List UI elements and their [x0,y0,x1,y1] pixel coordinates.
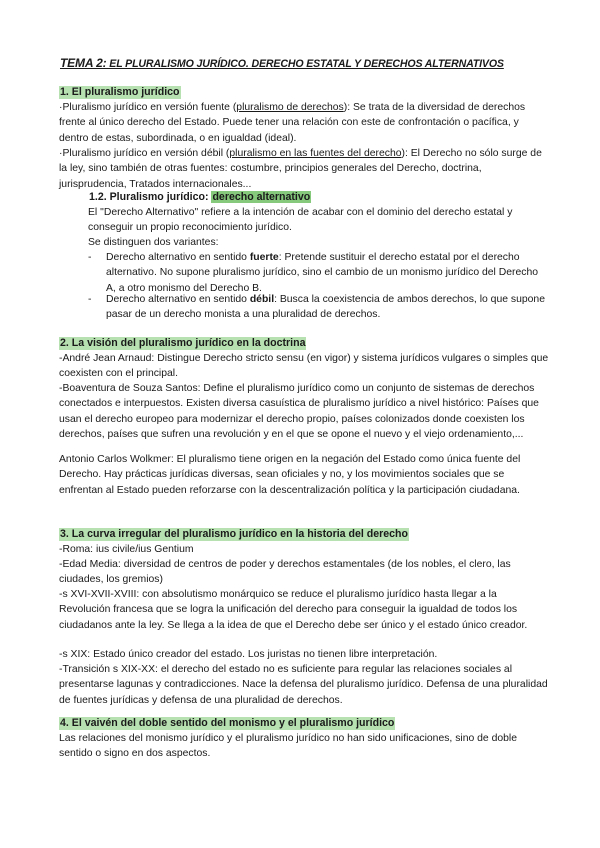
document-title [60,56,560,70]
title-rest: EL PLURALISMO JURÍDICO. DERECHO ESTATAL Y DERECHOS ALTERNATIVOS [106,58,504,70]
section-3-paragraph-4: -s XIX: Estado único creador del estado. Los juristas no tienen libre interpretación. [59,649,438,660]
list-item-debil: - Derecho alternativo en sentido débil: Busca la coexistencia de ambos derechos, lo que supone pasar de un derecho monista a una pluralidad de derechos. [88,294,545,321]
section-1-paragraph-2: ·Pluralismo jurídico en versión débil (pluralismo en las fuentes del derecho): El Derecho no sólo surge de la ley, sino también de otras fuentes: costumbre, principios generales del Derecho, doctrina, jurisprudencia, Tratados internacionales... [59,148,542,190]
section-3-paragraph-2: -Edad Media: diversidad de centros de poder y derechos estamentales (de los nobles, el clero, las ciudades, los gremios) [59,559,511,586]
section-4-paragraph-1: Las relaciones del monismo jurídico y el pluralismo jurídico no han sido unificaciones, sino de doble sentido o signo en dos aspectos. [59,733,518,760]
section-3-paragraph-1: -Roma: ius civile/ius Gentium [59,544,194,555]
section-3-paragraph-5: -Transición s XIX-XX: el derecho del estado no es suficiente para regular las relaciones sociales al presentarse lagunas y contradicciones. Nace la defensa del pluralismo jurídico. Defensa de una pluralidad de fuentes jurídicas y defensa de una pluralidad de derechos. [59,664,548,706]
section-2-paragraph-2: -Boaventura de Souza Santos: Define el pluralismo jurídico como un conjunto de sistemas de derechos conectados e interpuestos. Existen diversa casuística de pluralismo jurídico a nivel histórico: Países que usan el derecho europeo para modernizar el derecho propio, países colonizados donde coexisten los derechos, países que sufren una revolución y en el que se opone el nuevo y el viejo ordenamiento,... [59,383,539,441]
section-1-2-paragraph-1: El "Derecho Alternativo" refiere a la intención de acabar con el dominio del derecho estatal y conseguir un propio reconocimiento jurídico. [88,207,513,234]
section-1-2-paragraph-2: Se distinguen dos variantes: [88,237,219,248]
section-2-paragraph-1: -André Jean Arnaud: Distingue Derecho stricto sensu (en vigor) y sistema jurídicos vulgares o simples que coexisten con el principal. [59,353,549,380]
title-lead: TEMA 2: [60,56,107,70]
list-item-fuerte: - Derecho alternativo en sentido fuerte: Pretende sustituir el derecho estatal por el derecho alternativo. No supone pluralismo jurídico, sino el cambio de un monismo jurídico del Derecho A, a otro monismo del Derecho B. [88,252,539,294]
section-1-2-heading: 1.2. Pluralismo jurídico: derecho alternativo [89,191,311,203]
section-2-heading: 2. La visión del pluralismo jurídico en la doctrina [60,337,306,349]
section-2-paragraph-3: Antonio Carlos Wolkmer: El pluralismo tiene origen en la negación del Estado como única fuente del Derecho. Hay prácticas jurídicas diversas, sean oficiales y no, y los movimientos sociales que se enfrentan al Estado pueden reforzarse con la descentralización política y la participación ciudadana. [59,454,521,496]
highlight-derecho-alternativo: derecho alternativo [212,191,311,203]
section-1-heading: 1. El pluralismo jurídico [60,86,180,98]
section-4-heading: 4. El vaivén del doble sentido del monismo y el pluralismo jurídico [60,717,395,729]
section-3-paragraph-3: -s XVI-XVII-XVIII: con absolutismo monárquico se reduce el pluralismo jurídico hasta llegar a la Revolución francesa que se logra la unificación del derecho para conseguir la igualdad de todos los ciudadanos ante la ley. Se llega a la idea de que el Derecho debe ser único y el estado único creador. [59,589,528,631]
section-1-paragraph-1: ·Pluralismo jurídico en versión fuente (pluralismo de derechos): Se trata de la diversidad de derechos frente al único derecho del Estado. Puede tener una relación con este de confrontación o pacífica, y dentro de estas, subordinada, o en igualdad (ideal). [59,102,526,144]
section-3-heading: 3. La curva irregular del pluralismo jurídico en la historia del derecho [60,528,408,540]
